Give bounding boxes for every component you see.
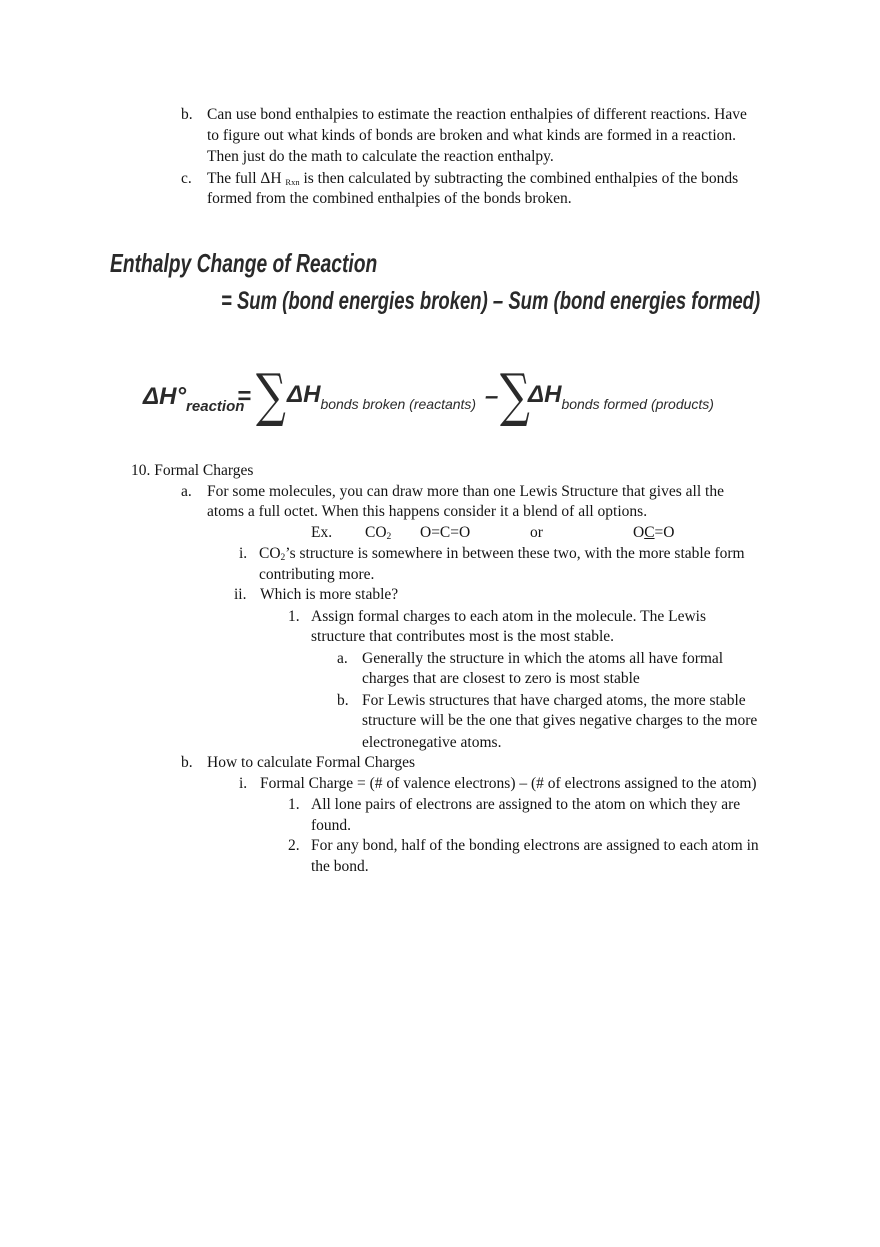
section-b-line-3: Then just do the math to calculate the reaction enthalpy.	[207, 148, 554, 165]
formal-nested-a-line-2: charges that are closest to zero is most stable	[362, 670, 640, 687]
equation-equals: =	[237, 383, 252, 410]
equation-term-formed-subscript: bonds formed (products)	[561, 396, 714, 412]
formal-1-line-2: structure that contributes most is the most stable.	[311, 628, 615, 645]
equation-term-formed	[528, 381, 714, 412]
sigma-symbol-1: ∑	[256, 361, 286, 429]
formal-1-line-1: Assign formal charges to each atom in the molecule. The Lewis	[311, 608, 706, 625]
example-co-subscript: 2	[386, 532, 392, 542]
formal-i-line-1-rest: ’s structure is somewhere in between these two, with the more stable form	[285, 545, 745, 562]
equation-term-broken	[287, 381, 477, 412]
sigma-symbol-2: ∑	[500, 361, 530, 429]
equation-term-broken-subscript: bonds broken (reactants)	[320, 396, 477, 412]
equation-minus: –	[485, 383, 499, 410]
formal-i-co-text: CO	[259, 545, 281, 562]
list-marker-nested-a: a.	[337, 650, 348, 667]
example-label: Ex.	[311, 524, 333, 541]
list-marker-b-calc: b.	[181, 754, 193, 771]
example-co-text: CO	[365, 524, 387, 541]
example-structure-1: O=C=O	[420, 524, 471, 541]
delta-h-text: The full ΔH	[207, 170, 282, 187]
equation-title: Enthalpy Change of Reaction	[110, 248, 378, 278]
example-structure-2-rest: =O	[654, 524, 675, 541]
section-c-line-2: formed from the combined enthalpies of the bonds broken.	[207, 190, 572, 207]
example-structure-2-c: C	[644, 524, 655, 541]
formal-b1-line-1: All lone pairs of electrons are assigned to the atom on which they are	[311, 796, 741, 813]
list-marker-ii: ii.	[234, 586, 247, 603]
equation-term-broken-symbol: ΔH	[287, 381, 321, 408]
formal-nested-b-line-3: electronegative atoms.	[362, 734, 502, 751]
list-marker-b-1: 1.	[288, 796, 300, 813]
example-structure-2	[633, 523, 674, 543]
formal-b1-line-2: found.	[311, 817, 352, 834]
list-marker-b-i: i.	[239, 775, 248, 792]
equation-sum-line: = Sum (bond energies broken) – Sum (bond energies formed)	[221, 287, 761, 315]
formal-nested-a-line-1: Generally the structure in which the atoms all have formal	[362, 650, 724, 667]
rxn-subscript: Rxn	[285, 177, 300, 187]
formal-b2-line-2: the bond.	[311, 858, 369, 875]
formal-ii-text: Which is more stable?	[260, 586, 399, 603]
list-marker-1: 1.	[288, 608, 300, 625]
formal-b2-line-1: For any bond, half of the bonding electrons are assigned to each atom in	[311, 837, 759, 854]
section-heading-formal-charges: 10. Formal Charges	[131, 462, 254, 479]
formal-nested-b-line-2: structure will be the one that gives negative charges to the more	[362, 712, 758, 729]
equation-lhs-symbol: ΔH°	[143, 383, 187, 410]
list-marker-nested-b: b.	[337, 692, 349, 709]
formal-i-line-2: contributing more.	[259, 566, 375, 583]
section-c-line-1-rest: is then calculated by subtracting the combined enthalpies of the bonds	[303, 170, 739, 187]
list-marker-c: c.	[181, 170, 192, 187]
section-b-line-1: Can use bond enthalpies to estimate the reaction enthalpies of different reactions. Have	[207, 106, 747, 123]
formal-a-line-1: For some molecules, you can draw more than one Lewis Structure that gives all the	[207, 483, 724, 500]
formal-i-co-subscript: 2	[280, 553, 286, 563]
list-marker-b: b.	[181, 106, 193, 123]
list-marker-b-2: 2.	[288, 837, 300, 854]
formal-b-calc-text: How to calculate Formal Charges	[207, 754, 416, 771]
example-structure-2-o: O	[633, 524, 645, 541]
formal-nested-b-line-1: For Lewis structures that have charged atoms, the more stable	[362, 692, 746, 709]
example-or: or	[530, 524, 543, 541]
section-b-line-2: to figure out what kinds of bonds are broken and what kinds are formed in a reaction.	[207, 127, 736, 144]
list-marker-a: a.	[181, 483, 192, 500]
list-marker-i: i.	[239, 545, 248, 562]
equation-term-formed-symbol: ΔH	[528, 381, 562, 408]
equation-lhs-subscript: reaction	[186, 398, 245, 415]
formal-charge-formula: Formal Charge = (# of valence electrons) – (# of electrons assigned to the atom)	[260, 775, 757, 792]
formal-a-line-2: atoms a full octet. When this happens consider it a blend of all options.	[207, 503, 648, 520]
equation-lhs	[143, 383, 245, 415]
